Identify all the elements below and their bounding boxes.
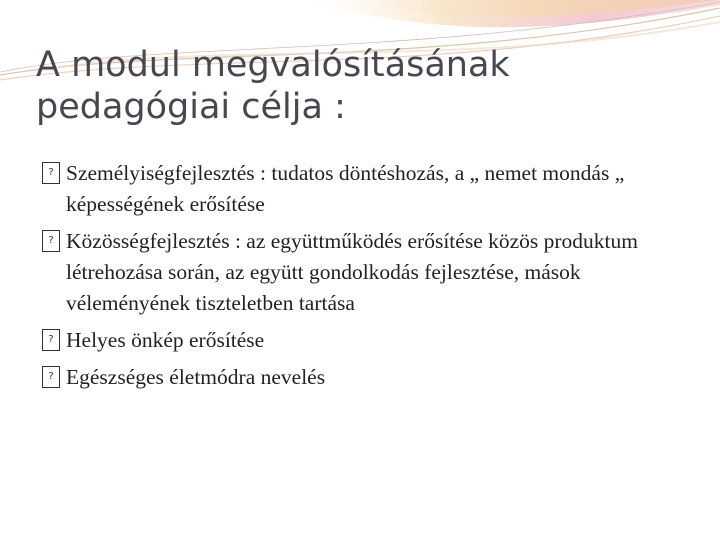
bullet-text: Közösségfejlesztés : az együttműködés erősítése közös produktum létrehozása során, az együtt gondolkodás fejlesztése, mások véleményének tiszteletben tartása [66, 229, 638, 315]
bullet-item [42, 226, 692, 319]
slide-title: A modul megvalósításának pedagógiai célja : [36, 45, 510, 127]
bullet-text: Egészséges életmódra nevelés [66, 365, 326, 389]
bullet-glyph-icon: ? [42, 230, 60, 252]
bullet-text: Helyes önkép erősítése [66, 328, 265, 352]
bullet-list [42, 158, 692, 399]
bullet-glyph-icon: ? [42, 162, 60, 184]
bullet-item [42, 158, 692, 220]
bullet-text: Személyiségfejlesztés : tudatos döntéshozás, a „ nemet mondás „ képességének erősítése [66, 161, 625, 216]
bullet-item [42, 362, 692, 393]
bullet-glyph-icon: ? [42, 329, 60, 351]
bullet-glyph-icon: ? [42, 366, 60, 388]
bullet-item [42, 325, 692, 356]
